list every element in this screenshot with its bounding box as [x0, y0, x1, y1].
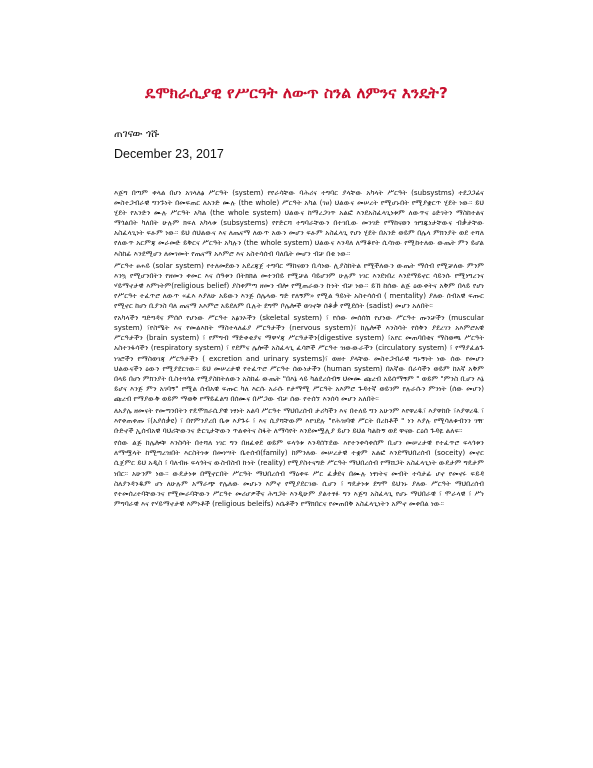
- paragraph: የአካላችን ግድግዳና ምሰሶ የሆነው ሥርዓተ አፅንኦችን (skeletal system) ፣ የሰው መሰሰሽ የሆነው ሥርዓተ ጡንቻችን (muscular system) ፣የስሜት እና የመልእክት ማስተላለፊያ ሥርዓታችን (nervous system)፣ ከሌሎች እንስሳት የሰቅን ያደረገን አእምሮአዊ ሥርዓታችን (brain system) ፣ የምግብ ማድቀቂያና ማዋሃጃ ሥርዓታችን(digestive system) ፣አየር መጠባበቂና ማስወጫ ሥርዓት አስተንፋሳችን (respiratory system) ፣ የደምና ሌሎች አስፈላጊ ፈሳሾች ሥርዓተ ዝውውራችን (circulatory system) ፣ የማያፈልጉ ነገሮችን የማስወገጃ ሥርዓታችን ( excretion and urinary systems)፣ ወዘተ ያላቸው መስተጋብራዊ ግኑኝነት ነው ሰው የመሆን ህልውናችን ዕውን የሚያደርገው። ይህ መሠረታዊ የተፈጥሮ ሥርዓተ ሰውነታችን (human system) በአኛው በራሳችን ወይም ከአኛ አቅም በላይ በሆነ ምክንያት ቢስተጓጎል የሚያስከትለውን አስከፊ ውጤት "በእኔ ላይ ካልደረሰብኝ ህመሙ ጩረብ አይሰማኝም " ወይም "ምንስ ቢሆን እኔ ይሆና እንጅ ምን አገባኝ" የሚል ሰብአዊ ፍጡር ካለ እርሱ አራሱ የታማሚ ሥርዓት አእምሮ ጉዳተኛ ወይንም የሉራሱን ምንነት (ሰው መሆን) ጩረብ የማያውቅ ወይም ማወቅ የማይፈልግ በሰሙና በሥጋው ብቻ ሰው የተሰኘ እንሰሳ መሆን አለበት።: [114, 313, 484, 403]
- paragraph: እጅግ በጣም ቀላል በሆነ አገላለፅ ሥርዓት (system) የየራሳቸው ባሕሪና ተግባር ያላቸው አካላት ሥርዓት (subsystms) ተደጋጋፊና መስተጋብራዊ ግንኙነት በመፍጠር ለአንድ ሙሉ (the whole) ሥርዓት አካል (ገፀ) ህልውና መሠረት የሚሆኑበት የሚያቋርጥ ሂደት ነው። ይህ ሂደት የአንድን ሙሉ ሥርዓት አካል (the whole system) ህልውና ከማረጋገጥ አልፎ እንደአስፈላጊነቱም ለውጥና ዕድገትን ማስከተልና ማጎልበት ካለበት ሁሉም ክፍለ አካላቱ (subsystems) የየድርሻ ተግባራቸውን በተገቢው መንገድ የማከናወን ዝግጁነታቸውና ብቃታቸው አስፈላጊነት ፍፁም ነው። ይህ ሰህልውና እና ለጤናማ ለውጥ አውን መሆን ፍፁም አስፈላጊ የሆነ ሂደት በአንድ ወይም በሌላ ምክንያት ወደ ተሻለ የለውጥ አርምጃ መራመድ ይቅርና ሥርዓት አካሉን (the whole system) ህልውና እንዳለ ለማቆየት ሲሳነው የሚከተለው ውጤት ምን ይሆል እስከፊ እንደሚሆን ለመገመት የጤናማ አእምሮ እና አስተሳሰብ ባለቤት መሆን ብቻ በቂ ነው።: [114, 188, 484, 258]
- paragraph: ለአያሌ ዘመናት የመጣንበትን የዴሞክራሲያዊ ነፃነት አልባ ሥርዓተ ማህበረሰብ ታሪካችን እና በተለይ ግን አሁንም እየዋረዱ፣ እያዋከቡ ፣እያዋረዱ ፣ እየቀጠቀጡ ፣(አያሰቃዩ) ፣ በየምንያረበ ቤቱ እያጉሩ ፣ እና ሲያሻቸውም እየገደሉ "የሕዝባዊ ሥርት በረከቶች " ነን እያሉ የሚሳለቁብንን ገዥ ቡድኖች ኢሰብአዊ ባህሪቸውንና ድርጊታቸውን ጥልቀትና ስፋት ለማሳየት እንደመሟሊያ ይሆን ይህል ካልኩኝ ወደ ዋናው ርዕሰ ጉዳዬ ልለፍ።: [114, 405, 484, 436]
- article-title: ዴሞክራሲያዊ የሥርዓት ለውጥ ስንል ለምንና እንዴት?: [145, 84, 448, 102]
- article-body: [114, 188, 484, 748]
- publication-date: December 23, 2017: [114, 147, 224, 161]
- paragraph: የሰው ልጅ ከሌሎቹ እንስሳት በተሻለ ነገር ግን በዘፈቀደ ወይም ፍላጎቱ እንዳሰኘደው እየተንቀሳቀሰም ቢሆን መሠረታዊ የተፈጥሮ ፍላጎቱን ለማሟላት ከሚጣረዝበት እርስትነቱ በመነሣት ቤተሰብ(family) ከምንለው መሠረታዊ ተቋም አልፎ እንደማህበረሰብ (soceity) መኖር ሲጀምር ይህ አዲስ ፣ ባለብዙ ፍላጎትና ውስብስብ ኩነት (reality) የሚያስተናግድ ሥርዓት ማህበረሰብ የማሸጋት አስፈላጊነት ውዴታም ግዴታም ነበር። አሁንም ነው። ውዴታነቱ በሚኖርበት ሥርዓት ማህበረሰብ ማዕቀፍ ሥር ፈቃደና በሙሉ ነፃነትና መብት ተሳታፊ ሆኖ የመኖሩ ፍይዳ ስለያንዳንዱም ሆነ ለሁሉም አማራጭ የሌለው መሆኑን እምኖ የሚያደርገው ሲሆን ፣ ግዴታነቱ ደግሞ ይህንኑ ያለው ሥርዓት ማህበረሰብ የተመሰረተባቸውንና የሚመራባቸውን ሥርዓተ መሪሆዎችና ሕግጋት እንዲሁም ያልተፃፉ ግን እጅግ አስፈላጊ የሆኑ ማህበራዊ ፣ ሞራላዊ ፣ ሥነ ምግባራዊ እና የሃይማኖታዊ እምነቶች (religious beleifs) እሴቶችን የማክበርና የመጠበቅ አስፈላጊነትን አምኖ መቀበል ነው።: [114, 438, 484, 508]
- author-name: ጠገናው ጎሹ: [114, 128, 160, 140]
- paragraph: ሥርዓተ ፀሐይ (solar system) የተለመደውን አደረጃጀ ተግባር ማከናወን ቢሳነው ሊያስከትል የሚችለውን ውጤት ማሰብ የሚቻለው ምንም እንኳ የሚሆንበትን የዘመን ቀመር እና ሰዓቱን በትክክል መተንበይ የሚቻል ባይሆንም ሁሉም ነገር እንደነበረ እንደማይኖር ሳይንሱ የሚነግረንና ሃይማኖታዊ እምነትም(religious belief) ያስቀምጣ ዘመን ብሎ የሚጠራውን ኩነት ብቻ ነው። ይኸ ከሰው ልጅ ዕውቀትና አቅም በላይ የሆነ የሥርዓተ ተፈጥሮ ለውጥ «ፈእ እያለሁ አይውን እንጅ ሰሌላው ግድ የለኝም» የሚል ዓይነት አስተሳሰብ ( mentality) ያለው ሰብአዊ ፍጡር የሚኖር ከሆነ ቢያንስ ባለ ጤናማ አእምሮ አይደለም ቢሉት ደግሞ ቦሌሎች ወገኖቹ ሰቆቃ የሚደሰት (sadist) መሆን አለበት።: [114, 260, 484, 311]
